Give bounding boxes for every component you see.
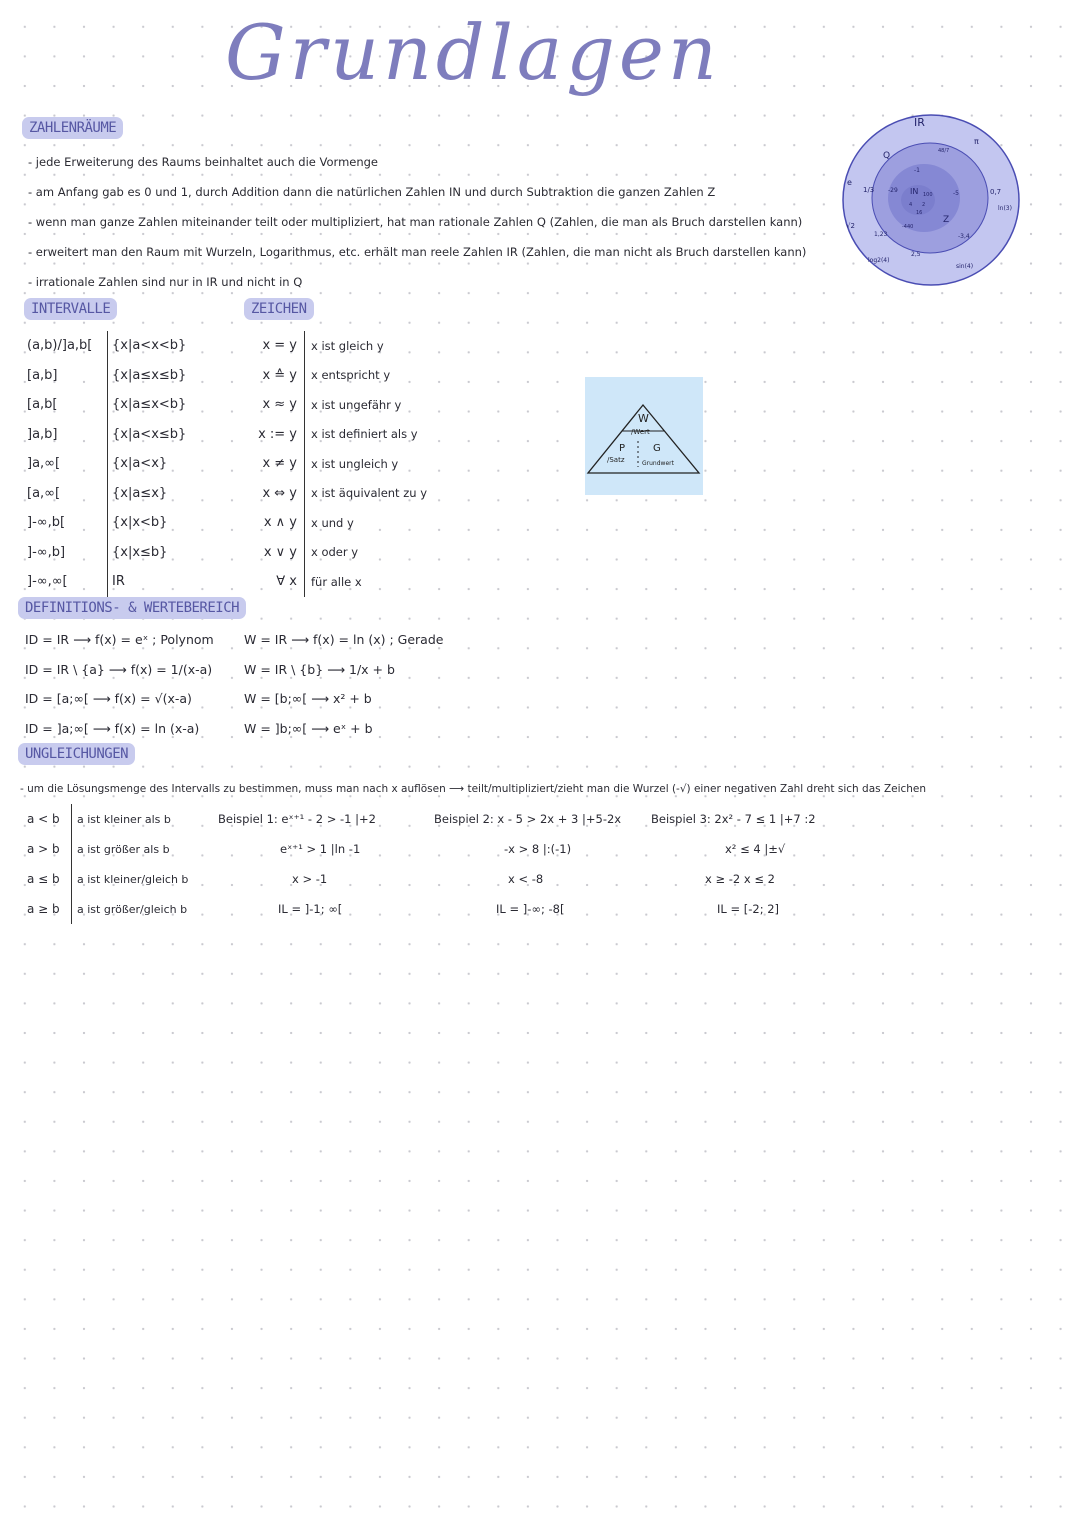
table-row [240, 361, 427, 391]
section-heading-intervalle: INTERVALLE [24, 298, 117, 320]
outer-value-5: 0,7 [990, 188, 1002, 196]
zahlenraeume-line-1: - jede Erweiterung des Raums beinhaltet auch die Vormenge [28, 155, 379, 169]
beispiel-title: Beispiel 1: eˣ⁺¹ - 2 > -1 |+2 [218, 812, 376, 826]
beispiel-step: x < -8 [508, 872, 544, 886]
set-notation: {x|a<x≤b} [107, 420, 186, 450]
zeichen-table [240, 331, 427, 597]
set-notation: {x|a≤x} [107, 479, 167, 509]
inner-value-3: 100 [923, 192, 933, 198]
beispiel-step: -x > 8 |:(-1) [504, 842, 572, 856]
outer-value-7: log2(4) [868, 257, 890, 264]
ring-label-ir: IR [914, 116, 925, 129]
meaning: x ist äquivalent zu y [304, 479, 427, 509]
interval-notation: [a,∞[ [27, 485, 61, 501]
meaning: x ist gleich y [304, 331, 384, 361]
symbol: x ≠ y [262, 456, 297, 472]
table-row [240, 449, 427, 479]
set-notation: IR [107, 567, 125, 597]
interval-notation: ]a,∞[ [27, 456, 61, 472]
outer-value-11: -3,4 [958, 233, 970, 240]
interval-notation: (a,b)/]a,b[ [27, 338, 93, 354]
section-heading-zeichen: ZEICHEN [244, 298, 314, 320]
section-heading-definitionsbereich: DEFINITIONS- & WERTEBEREICH [18, 597, 246, 619]
interval-notation: ]-∞,b] [27, 544, 66, 560]
interval-notation: [a,b] [27, 367, 58, 383]
interval-notation: ]a,b] [27, 426, 58, 442]
beispiel-result: IL = [-2; 2] [717, 902, 780, 916]
beispiel-title: Beispiel 3: 2x² - 7 ≤ 1 |+7 :2 [651, 812, 816, 826]
interval-notation: ]-∞,b[ [27, 515, 66, 531]
set-notation: {x|a≤x≤b} [107, 361, 186, 391]
table-row [240, 538, 427, 568]
outer-value-6: ln(3) [998, 205, 1012, 212]
inner-value-6: 2 [922, 202, 926, 208]
beispiel-step: x ≥ -2 x ≤ 2 [705, 872, 775, 886]
symbol: a ≥ b [27, 902, 60, 916]
beispiel-result: IL = ]-1; ∞[ [278, 902, 343, 916]
list-item: ID = ]a;∞[ ⟶ f(x) = ln (x-a) [25, 720, 200, 736]
symbol: ∀ x [276, 574, 297, 590]
triangle-p: P [619, 443, 626, 454]
table-row [27, 538, 186, 568]
symbol: a ≤ b [27, 872, 60, 886]
set-notation: {x|a≤x<b} [107, 390, 186, 420]
table-row [240, 567, 427, 597]
list-item: W = [b;∞[ ⟶ x² + b [244, 691, 372, 707]
meaning: x entspricht y [304, 361, 390, 391]
section-heading-zahlenraeume: ZAHLENRÄUME [22, 117, 123, 139]
page-title: Grundlagen [225, 8, 721, 97]
table-row [27, 834, 188, 864]
symbol: x = y [262, 338, 297, 354]
table-row [240, 331, 427, 361]
percent-triangle [585, 377, 703, 495]
inner-value-5: 4 [909, 202, 913, 208]
set-notation: {x|a<x<b} [107, 331, 186, 361]
table-row [27, 420, 186, 450]
symbol: x ⇔ y [262, 485, 297, 501]
table-row [27, 894, 188, 924]
table-row [27, 508, 186, 538]
inner-value-9: 48/7 [938, 148, 950, 154]
outer-value-4: π [974, 137, 979, 146]
ring-label-q: Q [883, 151, 891, 161]
table-row [240, 420, 427, 450]
table-row [27, 449, 186, 479]
list-item: W = IR \ {b} ⟶ 1/x + b [244, 661, 395, 677]
meaning: a ist größer als b [71, 834, 170, 864]
inner-value-7: 16 [916, 210, 923, 216]
section-heading-ungleichungen: UNGLEICHUNGEN [18, 743, 135, 765]
inner-value-8: -440 [902, 224, 914, 230]
outer-value-8: sin(4) [956, 263, 974, 270]
triangle-w: W [638, 412, 649, 425]
table-row [27, 864, 188, 894]
meaning: x oder y [304, 538, 358, 568]
zahlenraeume-line-3: - wenn man ganze Zahlen miteinander teilt oder multipliziert, hat man rationale Zahlen Q (Zahlen, die man als Bruch darstellen kann) [28, 215, 803, 229]
definitionsbereich-list [25, 625, 214, 743]
zahlenraeume-line-4: - erweitert man den Raum mit Wurzeln, Logarithmus, etc. erhält man reele Zahlen IR (Zahlen, die man nicht als Bruch darstellen kann) [28, 245, 807, 259]
set-notation: {x|x≤b} [107, 538, 167, 568]
zahlenraeume-line-5: - irrationale Zahlen sind nur in IR und nicht in Q [28, 275, 303, 289]
number-set-diagram [838, 110, 1028, 290]
interval-notation: [a,b[ [27, 397, 58, 413]
beispiel-step: eˣ⁺¹ > 1 |ln -1 [280, 842, 361, 856]
list-item: W = IR ⟶ f(x) = ln (x) ; Gerade [244, 632, 444, 648]
meaning: für alle x [304, 567, 362, 597]
table-row [27, 390, 186, 420]
inner-value-2: -29 [888, 187, 898, 194]
symbol: a > b [27, 842, 60, 856]
intervalle-table [27, 331, 186, 597]
meaning: a ist kleiner/gleich b [71, 864, 188, 894]
zahlenraeume-line-2: - am Anfang gab es 0 und 1, durch Addition dann die natürlichen Zahlen IN und durch Subtraktion die ganzen Zahlen Z [28, 185, 716, 199]
table-row [27, 567, 186, 597]
beispiel-3 [651, 804, 816, 924]
symbol: a < b [27, 812, 60, 826]
ungleichungen-table [27, 804, 188, 924]
symbol: x ∧ y [263, 515, 297, 531]
interval-notation: ]-∞,∞[ [27, 574, 68, 590]
meaning: x und y [304, 508, 354, 538]
list-item: ID = IR \ {a} ⟶ f(x) = 1/(x-a) [25, 661, 213, 677]
table-row [240, 508, 427, 538]
list-item: ID = IR ⟶ f(x) = eˣ ; Polynom [25, 632, 214, 648]
symbol: x ≙ y [262, 367, 297, 383]
beispiel-step: x > -1 [292, 872, 328, 886]
inner-value-1: -1 [914, 167, 920, 174]
set-notation: {x|a<x} [107, 449, 167, 479]
triangle-w-sub: /Wert [631, 428, 650, 436]
triangle-g: G [653, 443, 661, 454]
ring-label-n: IN [910, 187, 919, 196]
meaning: x ist ungefähr y [304, 390, 401, 420]
beispiel-step: x² ≤ 4 |±√ [725, 842, 786, 856]
symbol: x ≈ y [262, 397, 297, 413]
table-row [27, 361, 186, 391]
list-item: ID = [a;∞[ ⟶ f(x) = √(x-a) [25, 691, 192, 707]
symbol: x ∨ y [263, 544, 297, 560]
meaning: x ist ungleich y [304, 449, 398, 479]
beispiel-result: IL = ]-∞; -8[ [496, 902, 565, 916]
outer-value-10: 2,5 [911, 251, 921, 258]
meaning: a ist kleiner als b [71, 804, 171, 834]
table-row [240, 390, 427, 420]
set-notation: {x|x<b} [107, 508, 167, 538]
beispiel-2 [434, 804, 621, 924]
table-row [27, 331, 186, 361]
table-row [27, 479, 186, 509]
outer-value-2: 1/3 [863, 186, 875, 194]
outer-value-3: √2 [846, 222, 855, 230]
list-item: W = ]b;∞[ ⟶ eˣ + b [244, 720, 373, 736]
meaning: x ist definiert als y [304, 420, 418, 450]
beispiel-1 [218, 804, 376, 924]
table-row [27, 804, 188, 834]
ungleichungen-intro: - um die Lösungsmenge des Intervalls zu bestimmen, muss man nach x auflösen ⟶ teilt/multipliziert/zieht man die Wurzel (-√) einer negativen Zahl dreht sich das Zeichen [20, 783, 927, 795]
ring-label-z: Z [943, 215, 950, 225]
outer-value-1: e [847, 178, 852, 187]
symbol: x := y [258, 426, 297, 442]
beispiel-title: Beispiel 2: x - 5 > 2x + 3 |+5-2x [434, 812, 622, 826]
inner-value-4: -5 [953, 190, 959, 197]
meaning: a ist größer/gleich b [71, 894, 187, 924]
triangle-g-sub: Grundwert [642, 460, 674, 467]
table-row [240, 479, 427, 509]
wertebereich-list [244, 625, 443, 743]
triangle-p-sub: /Satz [607, 456, 625, 464]
outer-value-9: 1,23 [874, 231, 888, 238]
